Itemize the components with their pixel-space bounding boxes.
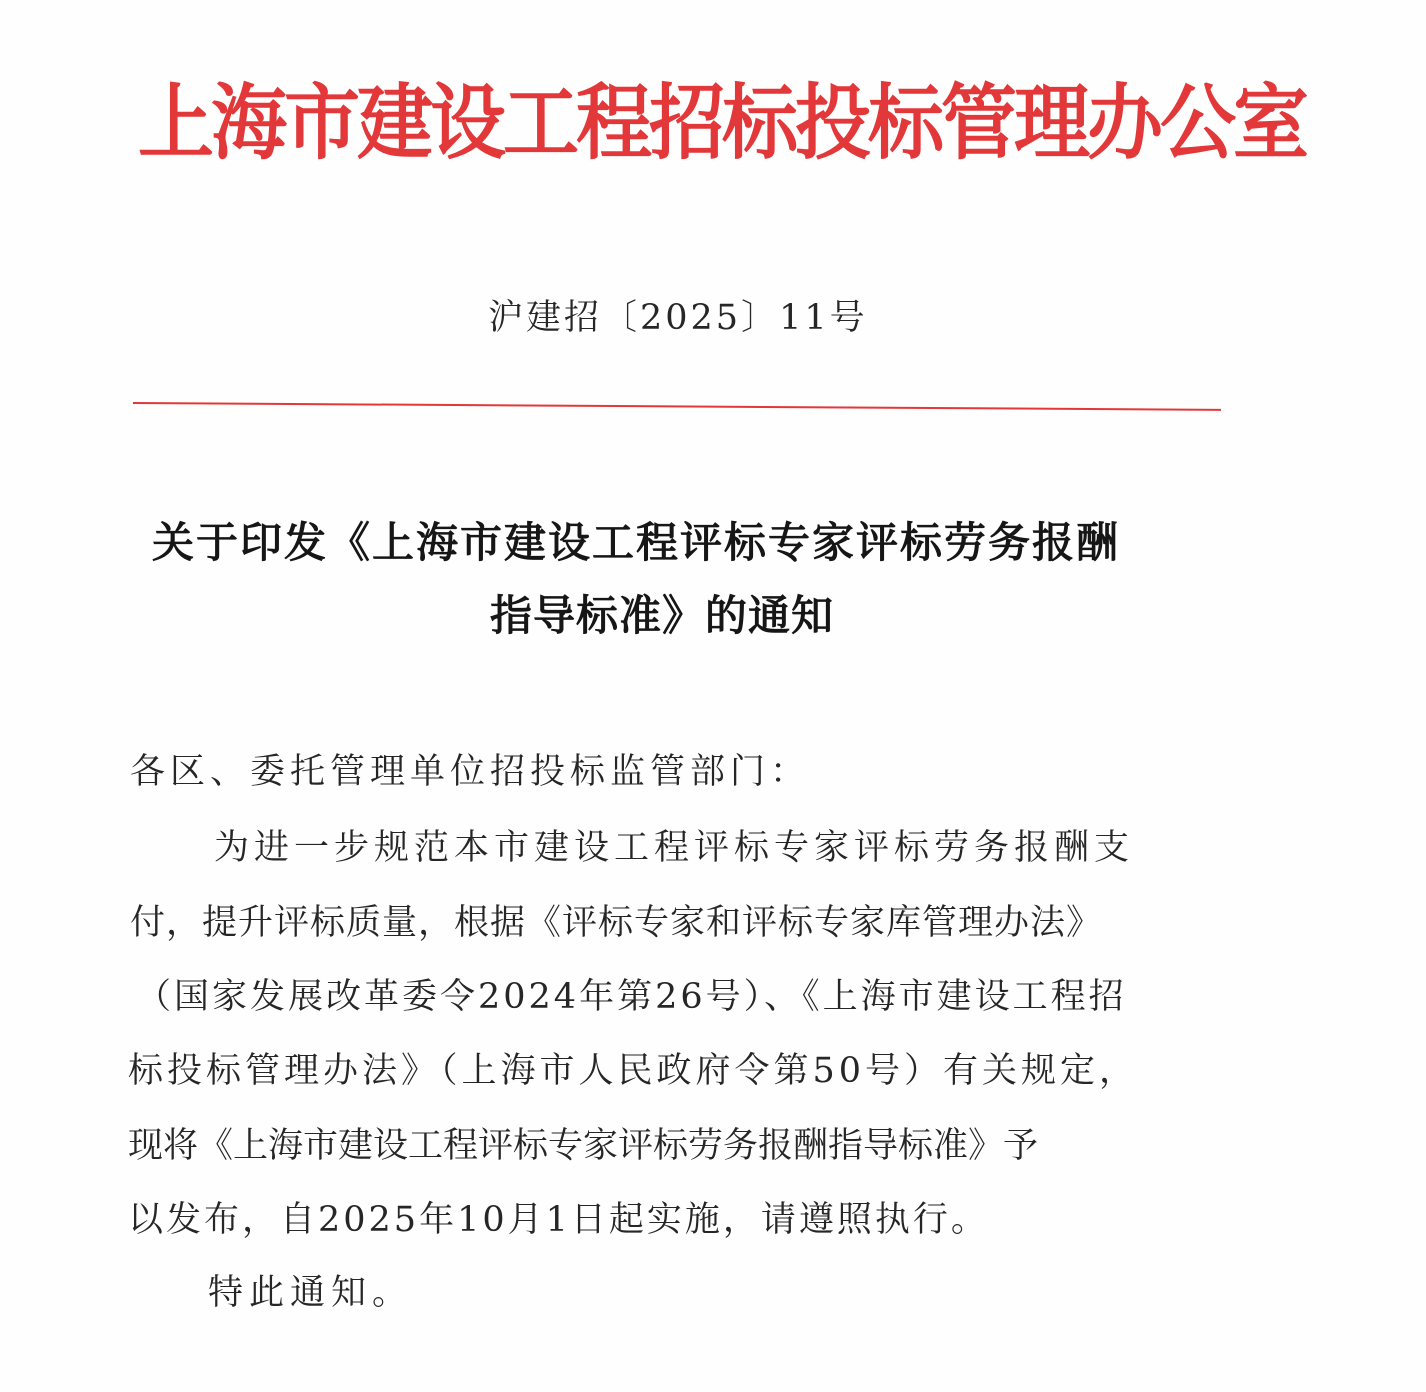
document-number: 沪建招〔2025〕11号 xyxy=(488,298,868,338)
letterhead-org-name: 上海市建设工程招标投标管理办公室 xyxy=(138,74,1306,171)
red-separator-line xyxy=(133,402,1221,411)
closing-remark: 特此通知。 xyxy=(208,1273,414,1313)
body-paragraph-line: 以发布，自2025年10月1日起实施，请遵照执行。 xyxy=(128,1200,989,1240)
body-paragraph-line: 标投标管理办法》（上海市人民政府令第50号）有关规定， xyxy=(128,1051,1139,1091)
body-paragraph-line: 现将《上海市建设工程评标专家评标劳务报酬指导标准》予 xyxy=(128,1126,1039,1166)
document-title-line-2: 指导标准》的通知 xyxy=(490,591,835,640)
body-paragraph-line: 为进一步规范本市建设工程评标专家评标劳务报酬支 xyxy=(214,828,1135,868)
document-title-line-1: 关于印发《上海市建设工程评标专家评标劳务报酬 xyxy=(152,518,1121,567)
salutation: 各区、委托管理单位招投标监管部门： xyxy=(130,752,811,792)
body-paragraph-line: 付，提升评标质量，根据《评标专家和评标专家库管理办法》 xyxy=(130,903,1103,943)
body-paragraph-line: （国家发展改革委令2024年第26号）、《上海市建设工程招 xyxy=(136,977,1127,1017)
